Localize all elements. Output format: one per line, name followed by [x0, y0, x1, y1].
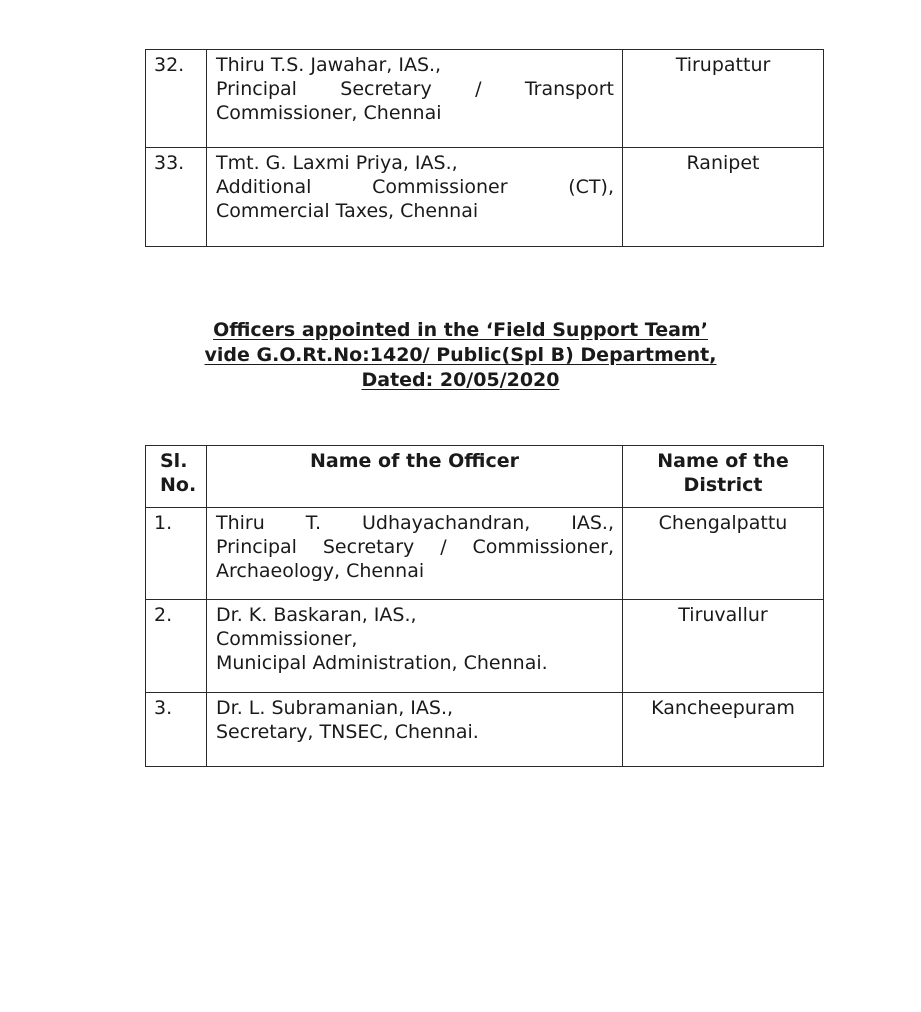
table-row [146, 693, 824, 767]
officer-name [207, 50, 623, 148]
district-name: Tirupattur [623, 50, 824, 148]
officer-name-line: Dr. K. Baskaran, IAS., [216, 604, 417, 626]
officer-name-line: Thiru T. Udhayachandran, IAS., [216, 512, 614, 534]
serial-number: 32. [146, 50, 207, 148]
officer-name-line: Additional Commissioner (CT), [216, 176, 614, 198]
header-text: No. [160, 474, 197, 496]
district-name: Chengalpattu [623, 508, 824, 600]
district-name: Ranipet [623, 148, 824, 247]
serial-number: 1. [146, 508, 207, 600]
heading-line-date: Dated: 20/05/2020 [361, 369, 560, 391]
officer-name [207, 508, 623, 600]
table-header-row [146, 446, 824, 508]
serial-number: 3. [146, 693, 207, 767]
column-header-district [623, 446, 824, 508]
header-text: Name of the [657, 450, 789, 472]
header-text: District [683, 474, 763, 496]
officer-name-line: Commissioner, [216, 628, 358, 650]
serial-number: 33. [146, 148, 207, 247]
heading-line-title: Officers appointed in the ‘Field Support Team’ [213, 319, 708, 341]
table-row [146, 600, 824, 693]
heading-line-order-reference: vide G.O.Rt.No:1420/ Public(Spl B) Department, [204, 344, 717, 366]
header-text: Sl. [160, 450, 188, 472]
officers-table-continued [145, 49, 824, 247]
district-name: Kancheepuram [623, 693, 824, 767]
table-row [146, 508, 824, 600]
serial-number: 2. [146, 600, 207, 693]
table-row [146, 50, 824, 148]
officer-name-line: Commissioner, Chennai [216, 102, 442, 124]
district-name: Tiruvallur [623, 600, 824, 693]
officer-name-line: Commercial Taxes, Chennai [216, 200, 479, 222]
officer-name-line: Principal Secretary / Commissioner, [216, 536, 614, 558]
section-heading [0, 318, 921, 393]
column-header-officer-name: Name of the Officer [207, 446, 623, 508]
officer-name [207, 148, 623, 247]
officer-name [207, 600, 623, 693]
officer-name-line: Dr. L. Subramanian, IAS., [216, 697, 454, 719]
officer-name [207, 693, 623, 767]
officer-name-line: Archaeology, Chennai [216, 560, 425, 582]
officer-name-line: Municipal Administration, Chennai. [216, 652, 548, 674]
table-row [146, 148, 824, 247]
officer-name-line: Secretary, TNSEC, Chennai. [216, 721, 479, 743]
officer-name-line: Thiru T.S. Jawahar, IAS., [216, 54, 442, 76]
officer-name-line: Tmt. G. Laxmi Priya, IAS., [216, 152, 458, 174]
column-header-serial-number [146, 446, 207, 508]
field-support-team-table [145, 445, 824, 767]
officer-name-line: Principal Secretary / Transport [216, 78, 614, 100]
